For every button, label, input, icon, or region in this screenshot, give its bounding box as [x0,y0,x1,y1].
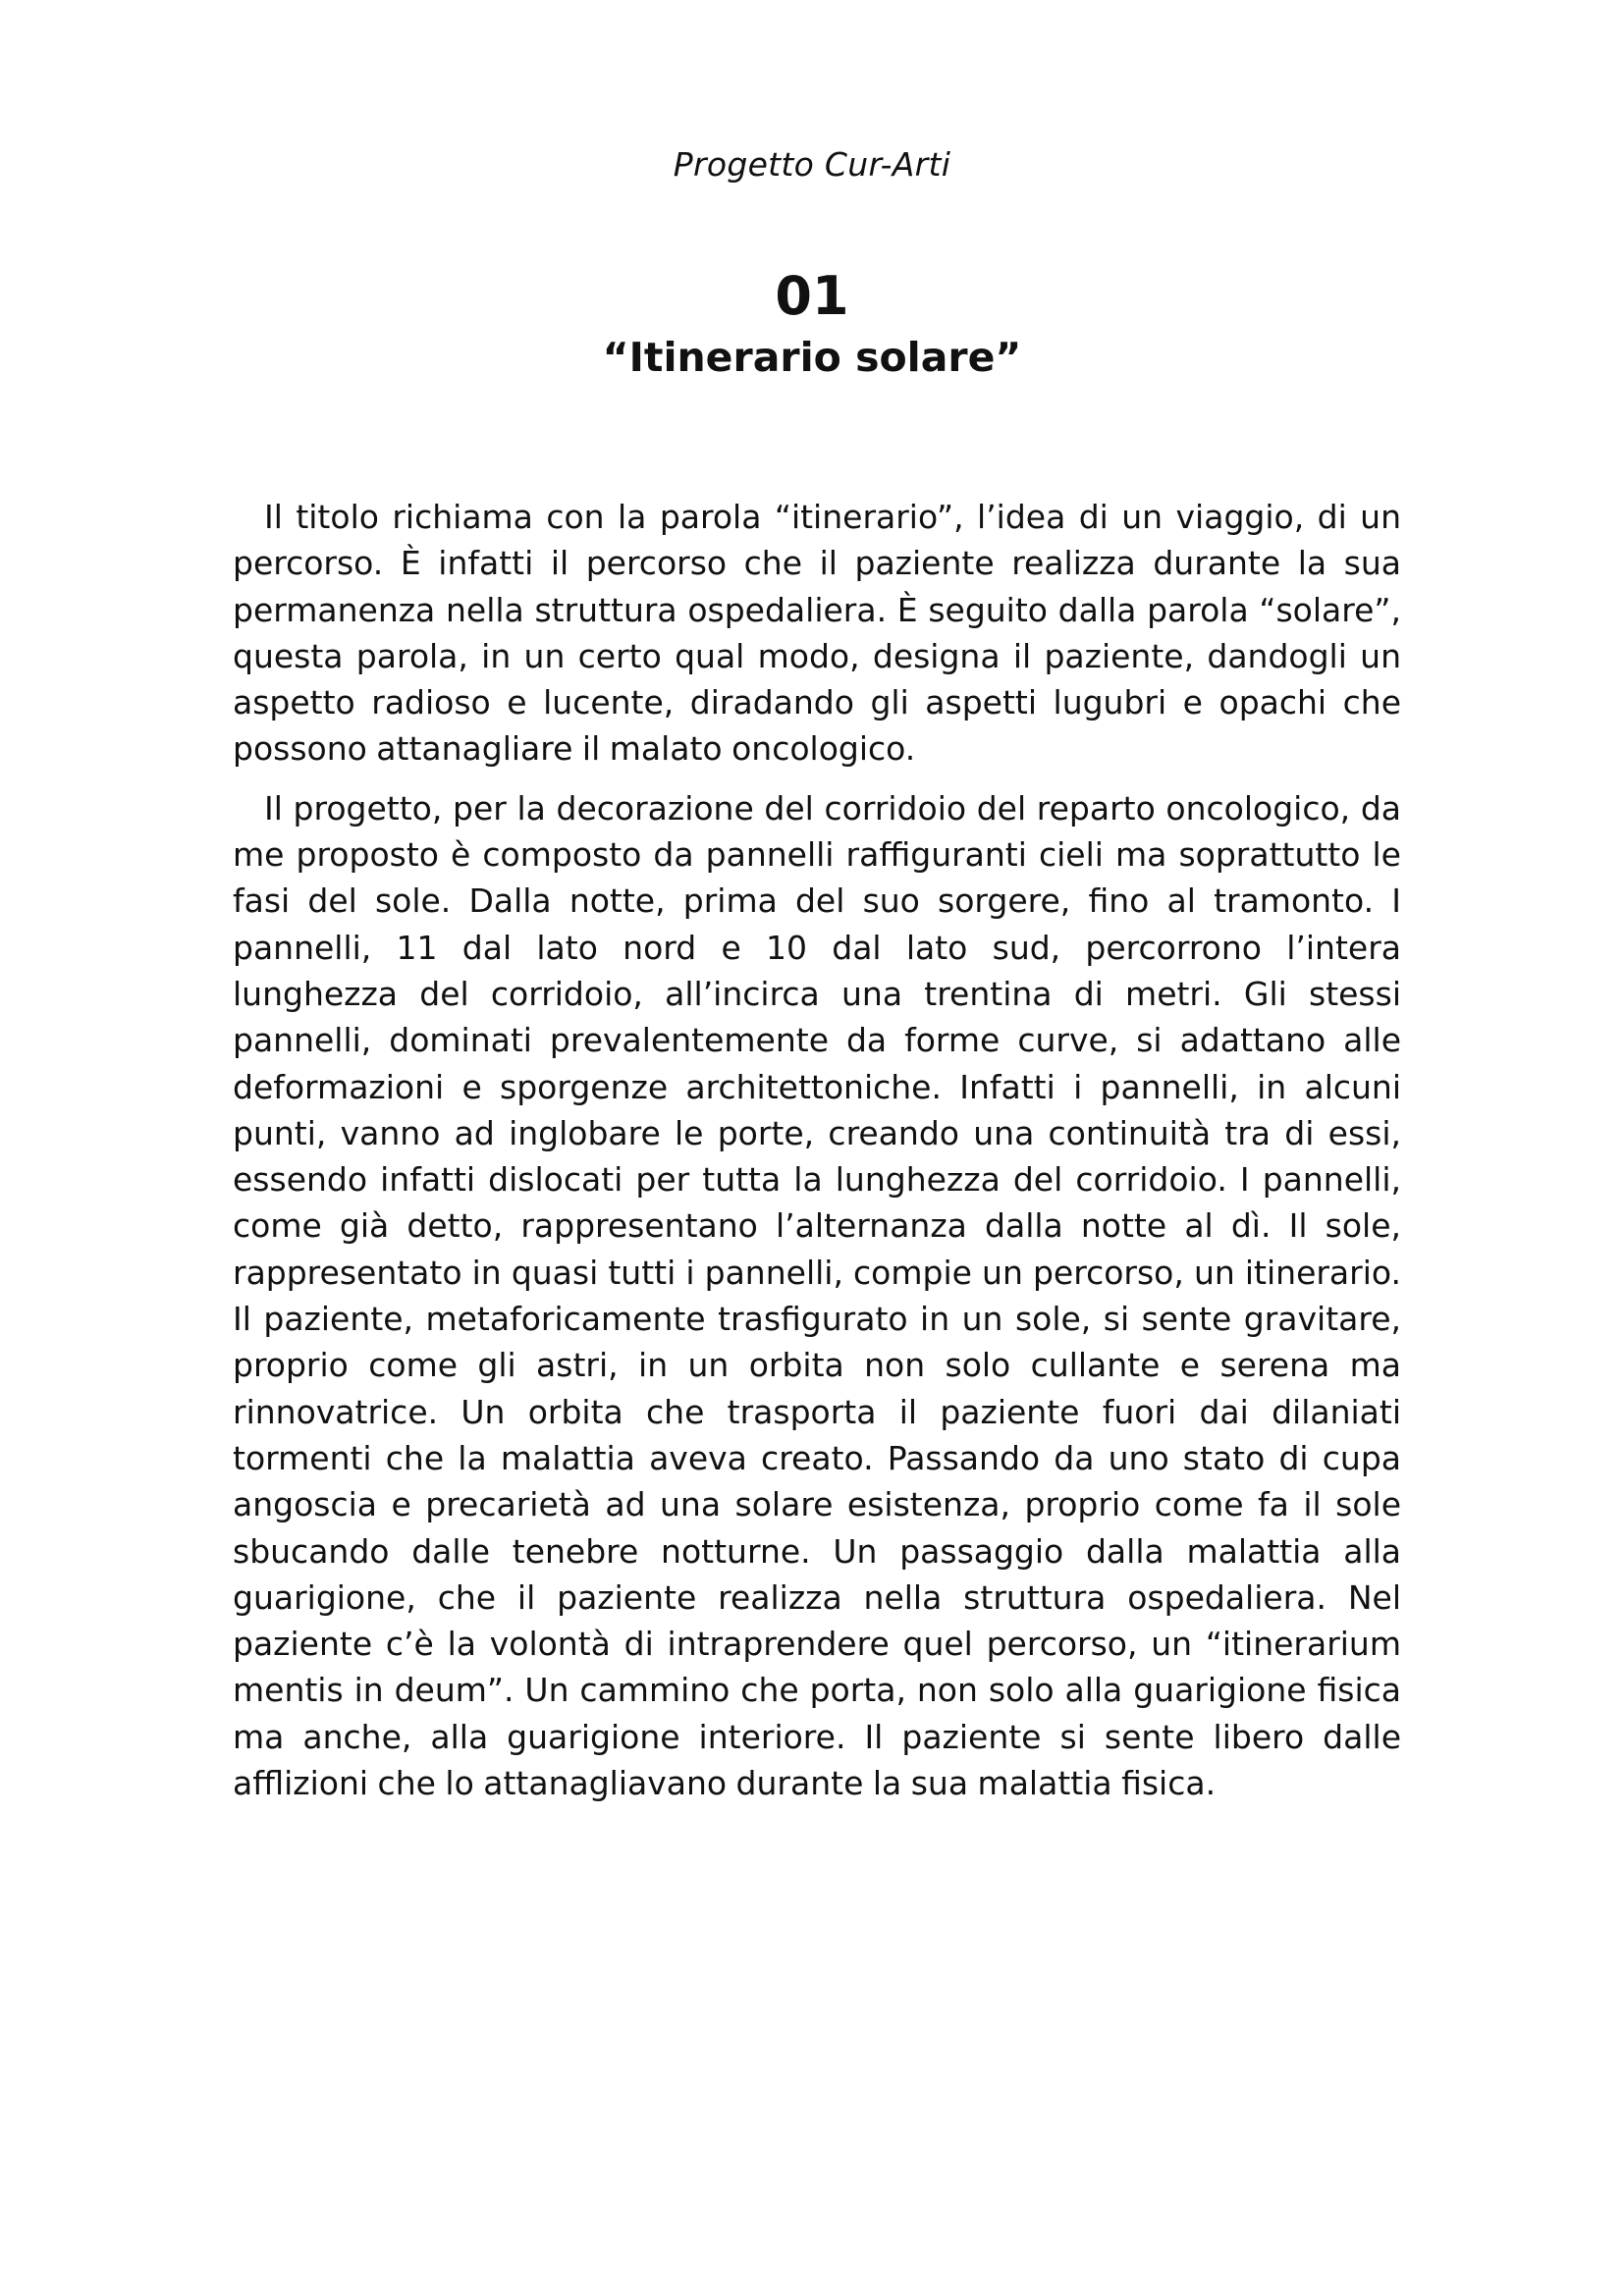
body-text [233,494,1401,1819]
paragraph-1: Il titolo richiama con la parola “itinerario”, l’idea di un viaggio, di un percorso. È infatti il percorso che il paziente realizza durante la sua permanenza nella struttura ospedaliera. È seguito dalla parola “solare”, questa parola, in un certo qual modo, designa il paziente, dandogli un aspetto radioso e lucente, diradando gli aspetti lugubri e opachi che possono attanagliare il malato oncologico. [233,498,1401,769]
paragraph-2: Il progetto, per la decorazione del corridoio del reparto oncologico, da me proposto è composto da pannelli raffiguranti cieli ma soprattutto le fasi del sole. Dalla notte, prima del suo sorgere, fino al tramonto. I pannelli, 11 dal lato nord e 10 dal lato sud, percorrono l’intera lunghezza del corridoio, all’incirca una trentina di metri. Gli stessi pannelli, dominati prevalentemente da forme curve, si adattano alle deformazioni e sporgenze architettoniche. Infatti i pannelli, in alcuni punti, vanno ad inglobare le porte, creando una continuità tra di essi, essendo infatti dislocati per tutta la lunghezza del corridoio. I pannelli, come già detto, rappresentano l’alternanza dalla notte al dì. Il sole, rappresentato in quasi tutti i pannelli, compie un percorso, un itinerario. Il paziente, metaforicamente trasfigurato in un sole, si sente gravitare, proprio come gli astri, in un orbita non solo cullante e serena ma rinnovatrice. Un orbita che trasporta il paziente fuori dai dilaniati tormenti che la malattia aveva creato. Passando da uno stato di cupa angoscia e precarietà ad una solare esistenza, proprio come fa il sole sbucando dalle tenebre notturne. Un passaggio dalla malattia alla guarigione, che il paziente realizza nella struttura ospedaliera. Nel paziente c’è la volontà di intraprendere quel percorso, un “itinerarium mentis in deum”. Un cammino che porta, non solo alla guarigione fisica ma anche, alla guarigione interiore. Il paziente si sente libero dalle afflizioni che lo attanagliavano durante la sua malattia fisica. [233,788,1401,1803]
running-header: Progetto Cur-Arti [673,145,951,184]
chapter-title: “Itinerario solare” [602,334,1022,381]
chapter-number: 01 [775,265,849,327]
